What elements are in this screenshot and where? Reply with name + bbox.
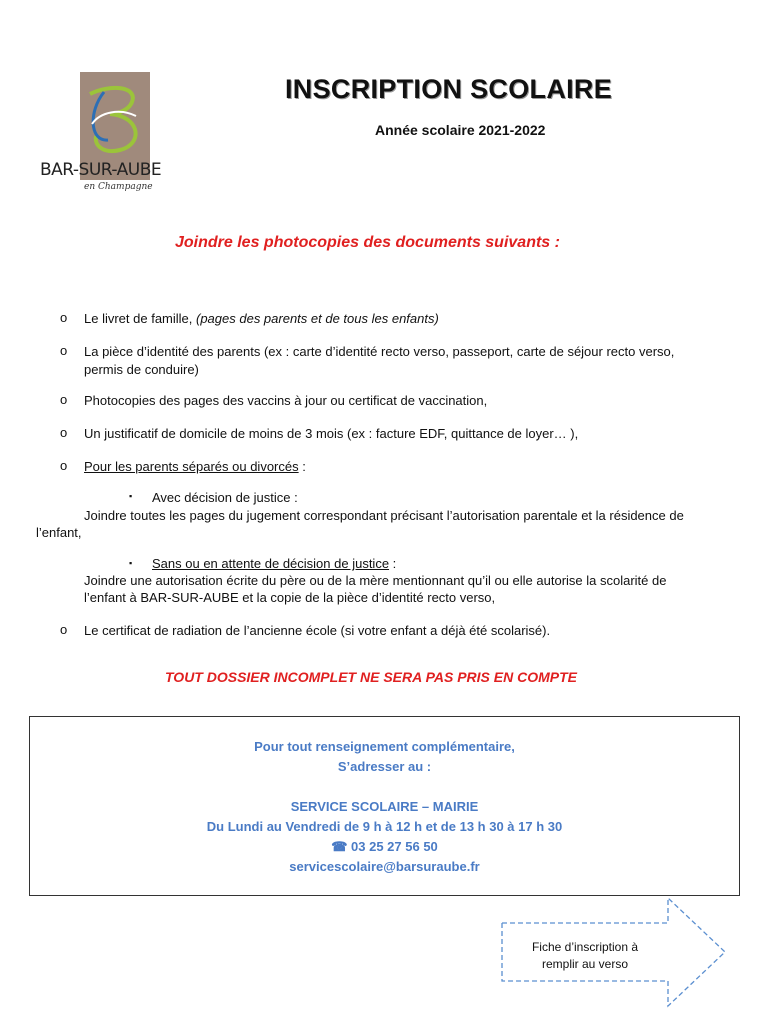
list-item-domicile: Un justificatif de domicile de moins de 3 mois (ex : facture EDF, quittance de loyer… ), [84, 426, 579, 441]
page-title: INSCRIPTION SCOLAIRE [285, 74, 613, 104]
logo-tagline: en Champagne [84, 182, 153, 192]
logo-wordmark: BAR-SUR-AUBE [40, 160, 162, 180]
verso-note [510, 939, 660, 973]
sans-decision-colon: : [389, 556, 397, 571]
livret-text: Le livret de famille, [84, 311, 196, 326]
sans-decision-line-1: Joindre une autorisation écrite du père ou de la mère mentionnant qu’il ou elle autorise la scolarité de [84, 573, 667, 588]
square-bullet: ▪ [129, 491, 133, 501]
avec-decision-line-1: Joindre toutes les pages du jugement correspondant précisant l’autorisation parentale et la résidence de [84, 508, 684, 523]
list-item-livret [84, 310, 734, 328]
opening-hours: Du Lundi au Vendredi de 9 h à 12 h et de 13 h 30 à 17 h 30 [206, 819, 563, 834]
contact-intro: Pour tout renseignement complémentaire, [254, 739, 515, 754]
contact-email: servicescolaire@barsuraube.fr [289, 859, 480, 874]
incomplete-warning: TOUT DOSSIER INCOMPLET NE SERA PAS PRIS EN COMPTE [165, 669, 578, 685]
contact-box [29, 716, 740, 896]
avec-decision-label: Avec décision de justice [152, 490, 291, 505]
bullet-marker: o [60, 392, 68, 407]
school-year: Année scolaire 2021-2022 [375, 122, 546, 138]
contact-address-label: S’adresser au : [337, 759, 432, 774]
service-name: SERVICE SCOLAIRE – MAIRIE [290, 799, 479, 814]
avec-decision-line-2: l’enfant, [36, 525, 82, 540]
phone-icon: ☎ [331, 839, 348, 854]
documents-heading: Joindre les photocopies des documents suivants : [175, 234, 560, 251]
list-item-identite [84, 343, 734, 379]
logo [40, 72, 190, 202]
bullet-marker: o [60, 343, 68, 358]
bullet-marker: o [60, 310, 68, 325]
sans-decision-line-2: l’enfant à BAR-SUR-AUBE et la copie de la pièce d’identité recto verso, [84, 590, 496, 605]
sans-decision-heading [152, 556, 396, 571]
verso-note-line-2: remplir au verso [541, 957, 629, 971]
phone-number: 03 25 27 56 50 [351, 839, 438, 854]
separes-heading: Pour les parents séparés ou divorcés [84, 459, 299, 474]
sans-decision-label: Sans ou en attente de décision de justice [152, 556, 390, 571]
list-item-vaccins: Photocopies des pages des vaccins à jour ou certificat de vaccination, [84, 393, 488, 408]
identite-line-1: La pièce d’identité des parents (ex : carte d’identité recto verso, passeport, carte de séjour recto verso, [84, 344, 675, 359]
identite-line-2: permis de conduire) [84, 362, 199, 377]
bullet-marker: o [60, 458, 68, 473]
verso-note-line-1: Fiche d’inscription à [531, 940, 639, 954]
bullet-marker: o [60, 622, 68, 637]
phone-line [30, 839, 739, 855]
list-item-separes [84, 458, 734, 476]
livret-note: (pages des parents et de tous les enfants) [196, 311, 439, 326]
avec-decision-heading [152, 490, 298, 505]
list-item-radiation: Le certificat de radiation de l’ancienne école (si votre enfant a déjà été scolarisé). [84, 623, 551, 638]
separes-colon: : [298, 459, 306, 474]
square-bullet: ▪ [129, 558, 133, 568]
avec-decision-colon: : [290, 490, 298, 505]
bullet-marker: o [60, 425, 68, 440]
